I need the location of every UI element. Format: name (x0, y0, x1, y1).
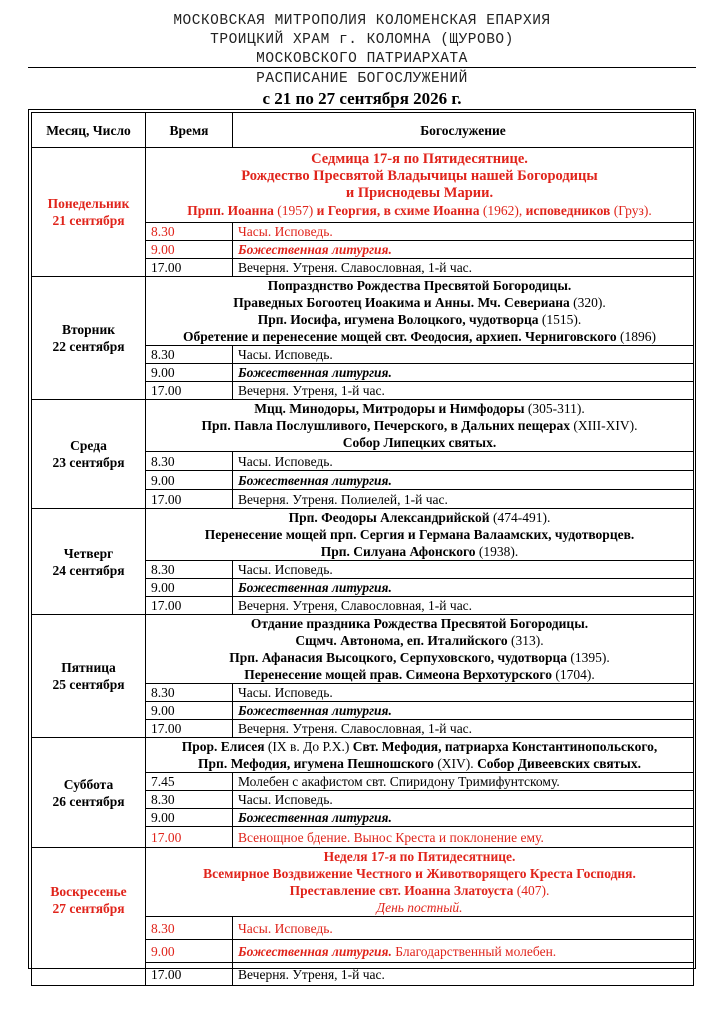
service-text: Часы. Исповедь. (233, 452, 694, 471)
date-label: 21 сентября (52, 213, 125, 228)
feast-name: Прпп. Иоанна (187, 203, 274, 218)
service-time: 8.30 (146, 223, 233, 241)
feast-year: (IX в. До Р.Х.) (264, 739, 353, 754)
feast-line: Перенесение мощей прп. Сергия и Германа Валаамских, чудотворцев. (204, 527, 635, 542)
day-cell-monday (32, 148, 146, 277)
service-time: 17.00 (146, 597, 233, 615)
feast-cell-tuesday (146, 277, 694, 346)
date-label: 24 сентября (52, 562, 125, 578)
fast-note: День постный. (376, 900, 463, 915)
schedule-title: РАСПИСАНИЕ БОГОСЛУЖЕНИЙ (256, 71, 468, 87)
feast-line (151, 666, 688, 683)
weekday-label: Четверг (63, 545, 114, 561)
service-text: Часы. Исповедь. (233, 684, 694, 702)
feast-year: (1957) (273, 203, 317, 218)
weekday-label: Вторник (61, 322, 116, 337)
heading-rule (28, 67, 696, 68)
weekday-label: Суббота (63, 776, 114, 792)
feast-name: Мцц. Минодоры, Митродоры и Нимфодоры (254, 401, 525, 416)
day-cell-saturday (32, 738, 146, 848)
service-time: 8.30 (146, 684, 233, 702)
service-text: Часы. Исповедь. (233, 346, 694, 364)
feast-line: и Приснодевы Марии. (345, 185, 494, 201)
feast-line: Попразднство Рождества Пресвятой Богородицы. (267, 278, 572, 293)
church-heading: ТРОИЦКИЙ ХРАМ г. КОЛОМНА (ЩУРОВО) (210, 32, 514, 48)
service-time: 17.00 (146, 259, 233, 277)
feast-year: (1515). (538, 312, 582, 327)
col-date-header: Месяц, Число (32, 113, 146, 148)
feast-year: (1962), (479, 203, 526, 218)
feast-line (151, 632, 688, 649)
day-cell-wednesday (32, 400, 146, 509)
feast-name: Прп. Силуана Афонского (320, 544, 476, 559)
feast-year: (305-311). (524, 401, 585, 416)
feast-line (151, 509, 688, 526)
feast-line (151, 400, 688, 417)
service-text: Вечерня. Утреня, 1-й час. (233, 963, 694, 986)
date-label: 25 сентября (52, 677, 125, 692)
feast-name: Преставление свт. Иоанна Златоуста (289, 883, 514, 898)
service-time: 8.30 (146, 917, 233, 940)
weekday-label: Пятница (61, 660, 116, 675)
table-header-row (32, 113, 694, 148)
feast-name: Прп. Иосифа, игумена Волоцкого, чудотворца (257, 312, 539, 327)
feast-name: Перенесение мощей прав. Симеона Верхотурского (244, 667, 552, 682)
feast-name: Обретение и перенесение мощей свт. Феодосия, архиеп. Черниговского (183, 329, 617, 344)
service-time: 9.00 (146, 364, 233, 382)
feast-line: Седмица 17-я по Пятидесятнице. (311, 151, 528, 167)
service-text: Часы. Исповедь. (233, 561, 694, 579)
service-text: Божественная литургия. (233, 364, 694, 382)
service-text: Вечерня. Утреня. Славословная, 1-й час. (233, 259, 694, 277)
col-service-header: Богослужение (233, 113, 694, 148)
date-label: 22 сентября (52, 339, 125, 354)
feast-line: Собор Липецких святых. (342, 435, 497, 450)
service-text (233, 940, 694, 963)
schedule-dates: с 21 по 27 сентября 2026 г. (262, 89, 462, 108)
feast-year: (474-491). (489, 510, 551, 525)
feast-line: Неделя 17-я по Пятидесятнице. (323, 849, 516, 864)
feast-line (151, 543, 688, 560)
date-label: 26 сентября (52, 793, 125, 809)
service-time: 8.30 (146, 346, 233, 364)
feast-name: Собор Дивеевских святых. (477, 756, 641, 771)
service-time: 8.30 (146, 561, 233, 579)
weekday-label: Среда (70, 438, 107, 453)
service-text: Вечерня. Утреня. Полиелей, 1-й час. (233, 490, 694, 509)
weekday-label: Понедельник (47, 196, 130, 211)
diocese-heading: МОСКОВСКАЯ МИТРОПОЛИЯ КОЛОМЕНСКАЯ ЕПАРХИЯ (173, 13, 551, 29)
feast-name: Сщмч. Автонома, еп. Италийского (295, 633, 508, 648)
service-time: 17.00 (146, 827, 233, 848)
service-time: 9.00 (146, 809, 233, 827)
service-time: 17.00 (146, 382, 233, 400)
feast-name: Праведных Богоотец Иоакима и Анны. Мч. Севериана (233, 295, 570, 310)
feast-line (151, 649, 688, 666)
day-row-thursday (32, 509, 694, 561)
service-text: Божественная литургия. (233, 579, 694, 597)
service-time: 9.00 (146, 579, 233, 597)
service-text: Молебен с акафистом свт. Спиридону Тримифунтскому. (233, 773, 694, 791)
feast-cell-wednesday (146, 400, 694, 452)
feast-name: Прп. Афанасия Высоцкого, Серпуховского, чудотворца (229, 650, 567, 665)
day-cell-sunday (32, 848, 146, 986)
feast-line (151, 882, 688, 899)
day-row-saturday (32, 738, 694, 773)
service-text: Божественная литургия. (233, 241, 694, 259)
moleben-label: Благодарственный молебен. (391, 943, 557, 959)
day-row-wednesday (32, 400, 694, 452)
service-time: 9.00 (146, 702, 233, 720)
service-text: Вечерня. Утреня, 1-й час. (233, 382, 694, 400)
feast-line (151, 755, 688, 772)
service-text: Всенощное бдение. Вынос Креста и поклонение ему. (233, 827, 694, 848)
feast-line (151, 328, 688, 345)
feast-line (151, 738, 688, 755)
day-cell-tuesday (32, 277, 146, 400)
service-time: 7.45 (146, 773, 233, 791)
service-text: Вечерня. Утреня, Славословная, 1-й час. (233, 597, 694, 615)
feast-note: (Груз). (610, 203, 652, 218)
service-time: 17.00 (146, 720, 233, 738)
service-text: Божественная литургия. (233, 702, 694, 720)
weekday-label: Воскресенье (50, 883, 127, 899)
feast-name: Прп. Феодоры Александрийской (288, 510, 490, 525)
feast-year: (407). (513, 883, 550, 898)
feast-year: (320). (569, 295, 606, 310)
service-text: Вечерня. Утреня. Славословная, 1-й час. (233, 720, 694, 738)
feast-line (151, 311, 688, 328)
schedule-table (31, 112, 694, 986)
feast-name: и Георгия, в схиме Иоанна (316, 203, 480, 218)
feast-year: (1704). (551, 667, 595, 682)
feast-cell-monday (146, 148, 694, 223)
feast-name: Прор. Елисея (181, 739, 265, 754)
feast-cell-thursday (146, 509, 694, 561)
service-time: 8.30 (146, 452, 233, 471)
date-label: 27 сентября (52, 900, 125, 916)
service-text: Часы. Исповедь. (233, 791, 694, 809)
day-row-tuesday (32, 277, 694, 346)
day-cell-friday (32, 615, 146, 738)
feast-line (151, 202, 688, 219)
col-time-header: Время (146, 113, 233, 148)
feast-name: Прп. Павла Послушливого, Печерского, в Дальних пещерах (201, 418, 570, 433)
feast-cell-saturday (146, 738, 694, 773)
feast-name: исповедников (525, 203, 611, 218)
service-time: 9.00 (146, 471, 233, 490)
feast-line: Отдание праздника Рождества Пресвятой Богородицы. (250, 616, 589, 631)
service-text: Часы. Исповедь. (233, 917, 694, 940)
liturgy-label: Божественная литургия. (238, 943, 392, 959)
day-cell-thursday (32, 509, 146, 615)
service-text: Божественная литургия. (233, 809, 694, 827)
feast-cell-friday (146, 615, 694, 684)
date-label: 23 сентября (52, 455, 125, 470)
feast-line: Рождество Пресвятой Владычицы нашей Богородицы (241, 168, 598, 184)
feast-cell-sunday (146, 848, 694, 917)
service-text: Божественная литургия. (233, 471, 694, 490)
day-row-friday (32, 615, 694, 684)
feast-year: (1938). (475, 544, 519, 559)
feast-name: Свт. Мефодия, патриарха Константинопольского, (352, 739, 658, 754)
feast-year: (XIV). (433, 756, 478, 771)
feast-year: (1395). (567, 650, 610, 665)
service-text: Часы. Исповедь. (233, 223, 694, 241)
service-time: 17.00 (146, 490, 233, 509)
feast-year: (1896) (616, 329, 656, 344)
day-row-sunday (32, 848, 694, 917)
feast-line (151, 417, 688, 434)
feast-line: Всемирное Воздвижение Честного и Животворящего Креста Господня. (203, 866, 636, 881)
service-time: 8.30 (146, 791, 233, 809)
feast-year: (XIII-XIV). (569, 418, 638, 433)
day-row-monday (32, 148, 694, 223)
feast-name: Прп. Мефодия, игумена Пешношского (198, 756, 434, 771)
service-time: 9.00 (146, 241, 233, 259)
feast-line (151, 294, 688, 311)
service-time: 17.00 (146, 963, 233, 986)
service-time: 9.00 (146, 940, 233, 963)
patriarchate-heading: МОСКОВСКОГО ПАТРИАРХАТА (256, 51, 468, 67)
feast-year: (313). (507, 633, 544, 648)
